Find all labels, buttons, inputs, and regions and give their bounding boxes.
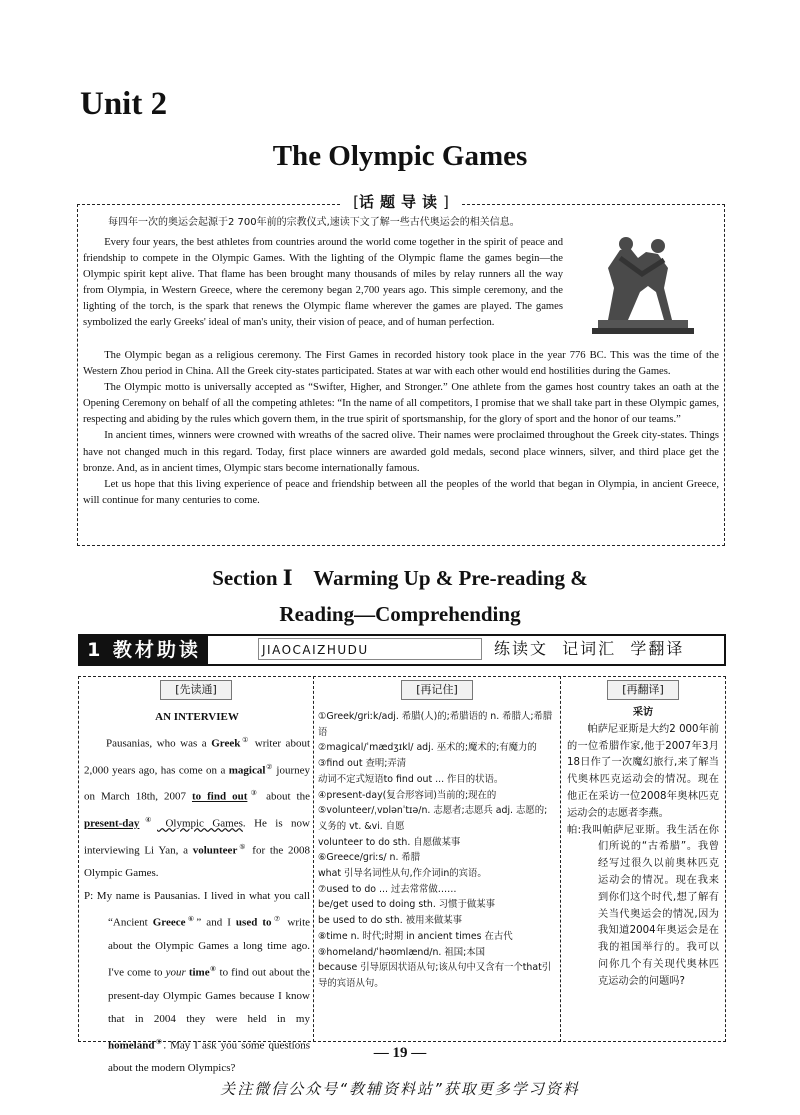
translation-paragraph-1: 帕萨尼亚斯是大约2 000年前的一位希腊作家,他于2007年3月18日作了一次魔幻旅行,来了解当代奥林匹克运动会的情况。现在他正在采访一位2008年奥林匹克运动会的志愿者李燕。 bbox=[567, 723, 719, 819]
section-title-line-2: Reading—Comprehending bbox=[279, 602, 521, 626]
banner-slogan: 练读文 记词汇 学翻译 bbox=[494, 639, 685, 658]
vocab-item: 动词不定式短语to find out ... 作目的状语。 bbox=[318, 773, 504, 785]
wrestlers-statue-image bbox=[568, 228, 718, 338]
column-divider bbox=[560, 676, 561, 1042]
reading-paragraph-2: P: My name is Pausanias. I lived in what you call “Ancient Greece⑥” and I used to⑦ write about the Olympic Games a long time ago. I've come to your time⑧ to find out about the present-day Olympic Games because I know that in 2004 they were held in my homeland⑨. May I ask you some questions about the modern Olympics? bbox=[84, 890, 311, 1075]
vocabulary-notes bbox=[318, 709, 556, 992]
topic-paragraph-3: The Olympic motto is universally accepted as “Swifter, Higher, and Stronger.” One athlete from the games host country takes an oath at the Opening Ceremony on behalf of all the competing athletes: “In the name of all competitors, I promise that we shall take part in these Olympic games, respecting and abiding by the rules which govern them, in the true spirit of sportsmanship, for the glory of sport and the honor of our teams.” bbox=[83, 382, 719, 426]
column-header-read: [先读通] bbox=[80, 680, 312, 698]
translation-title: 采访 bbox=[632, 707, 654, 718]
column-header-remember: [再记住] bbox=[315, 680, 559, 698]
topic-text-wrap-2 bbox=[83, 348, 719, 509]
vocab-item: ①Greek/ɡriːk/adj. 希腊(人)的;希腊语的 n. 希腊人;希腊语 bbox=[318, 711, 553, 738]
banner-pinyin: JIAOCAIZHUDU bbox=[262, 643, 369, 657]
topic-paragraph-5: Let us hope that this living experience of peace and friendship between all the peoples of the world that began in Olympia, in ancient Greece, will continue for many centuries to come. bbox=[83, 478, 719, 506]
section-title bbox=[0, 560, 800, 632]
column-header-translate: [再翻译] bbox=[562, 680, 724, 698]
translation-text bbox=[567, 705, 719, 991]
vocab-item: ⑤volunteer/ˌvɒlənˈtɪə/n. 志愿者;志愿兵 adj. 志愿的;义务的 vt. &vi. 自愿 bbox=[318, 805, 548, 832]
topic-paragraph-1: Every four years, the best athletes from countries around the world come together in the spirit of peace and friendship to compete in the Olympic Games. With the lighting of the Olympic flame the games begin—the Olympic spirit kept alive. That flame has been brought many thousands of miles by relay runners all the way from Olympia, in Western Greece, where the ceremony began 2,700 years ago. This simple ceremony, and the lighting of the torch, is the spark that renews the Olympic flame wherever the games are played. The games symbolized the early Greeks' ideal of man's unity, their vision of peace, and of human perfection. bbox=[83, 237, 563, 329]
topic-tab-label: 话题导读 bbox=[358, 193, 443, 211]
footer-note: 关注微信公众号“教辅资料站”获取更多学习资料 bbox=[220, 1080, 580, 1098]
vocab-item: volunteer to do sth. 自愿做某事 bbox=[318, 836, 461, 848]
reading-passage bbox=[84, 706, 310, 1080]
translation-paragraph-2: 帕:我叫帕萨尼亚斯。我生活在你们所说的“古希腊”。我曾经写过很久以前奥林匹克运动会的情况。现在我来到你们这个时代,想了解有关当代奥运会的情况,因为我知道2004年奥运会是在我的祖国举行的。我可以问你几个有关现代奥林匹克运动会的问题吗? bbox=[567, 824, 719, 987]
vocab-item: be/get used to doing sth. 习惯于做某事 bbox=[318, 899, 496, 911]
section-title-line-1: Section Ⅰ Warming Up & Pre-reading & bbox=[212, 566, 588, 590]
vocab-item: because 引导原因状语从句;该从句中又含有一个that引导的宾语从句。 bbox=[318, 962, 552, 989]
topic-intro: 每四年一次的奥运会起源于2 700年前的宗教仪式,速读下文了解一些古代奥运会的相关信息。 bbox=[108, 217, 520, 228]
vocab-item: what 引导名词性从句,作介词in的宾语。 bbox=[318, 868, 487, 880]
vocab-item: ②magical/ˈmædʒɪkl/ adj. 巫术的;魔术的;有魔力的 bbox=[318, 742, 537, 754]
topic-text-wrap bbox=[83, 235, 563, 332]
topic-tab: [话题导读] bbox=[340, 191, 462, 213]
vocab-item: ④present-day(复合形容词)当前的;现在的 bbox=[318, 789, 497, 801]
vocab-item: ⑧time n. 时代;时期 in ancient times 在古代 bbox=[318, 930, 513, 942]
banner-label: 1 教材助读 bbox=[80, 636, 208, 664]
vocab-item: ⑥Greece/ɡriːs/ n. 希腊 bbox=[318, 852, 421, 864]
vocab-item: be used to do sth. 被用来做某事 bbox=[318, 915, 462, 927]
unit-title: Unit 2 bbox=[80, 86, 168, 122]
vocab-item: ⑦used to do ... 过去常常做…… bbox=[318, 883, 457, 895]
page-number: — 19 — bbox=[373, 1045, 427, 1061]
reading-title: AN INTERVIEW bbox=[155, 711, 239, 723]
column-divider bbox=[313, 676, 314, 1042]
reading-paragraph-1: Pausanias, who was a Greek① writer about 2,000 years ago, has come on a magical② journey on March 18th, 2007 to find out③ about the present-day④ Olympic Games. He is now interviewing Li Yan, a volunteer⑤ for the 2008 Olympic Games. bbox=[84, 736, 311, 880]
main-title: The Olympic Games bbox=[272, 140, 528, 172]
vocab-item: ⑨homeland/ˈhəʊmlænd/n. 祖国;本国 bbox=[318, 946, 486, 958]
topic-paragraph-2: The Olympic began as a religious ceremony. The First Games in recorded history took place in the year 776 BC. This was the time of the Western Zhou period in China. All the Greek city-states participated. States at war with each other would end hostilities during the Games. bbox=[83, 350, 719, 378]
vocab-item: ③find out 查明;弄清 bbox=[318, 758, 407, 770]
topic-paragraph-4: In ancient times, winners were crowned with wreaths of the sacred olive. Their names were proclaimed throughout the Greek city-states. Things have not changed much in this regard. Today, first place winners are awarded gold medals, second place winners, silver, and third place get the bronze. And, as in ancient times, Olympic stars become internationally famous. bbox=[83, 430, 719, 474]
